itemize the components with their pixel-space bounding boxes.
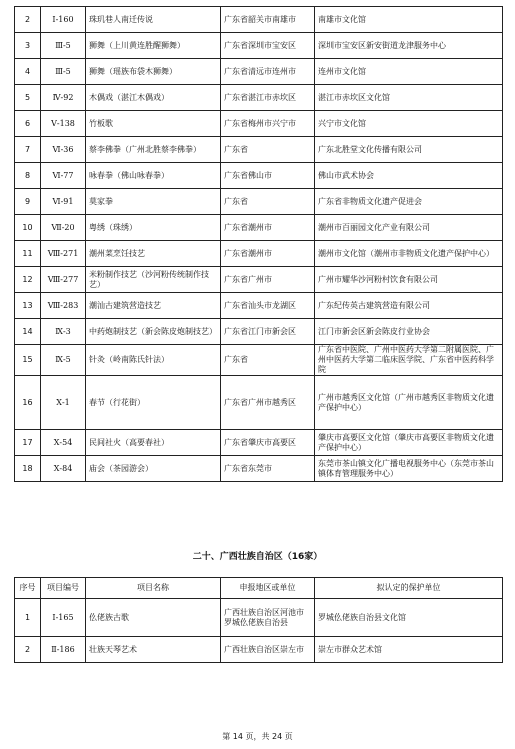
table-row	[15, 456, 503, 482]
cell-name: 壮族天琴艺术	[86, 637, 221, 663]
cell-unit: 连州市文化馆	[315, 59, 503, 85]
cell-region: 广东省韶关市南雄市	[221, 7, 315, 33]
cell-name: 民间社火（高要春社）	[86, 430, 221, 456]
cell-code: Ⅰ-160	[41, 7, 86, 33]
cell-no: 10	[15, 215, 41, 241]
cell-name: 潮汕古建筑营造技艺	[86, 293, 221, 319]
cell-region: 广东省	[221, 345, 315, 376]
cell-code: Ⅷ-277	[41, 267, 86, 293]
cell-region: 广东省清远市连州市	[221, 59, 315, 85]
section-title: 二十、广西壮族自治区（16家）	[192, 552, 323, 562]
table-row	[15, 319, 503, 345]
cell-unit: 罗城仫佬族自治县文化馆	[315, 599, 503, 637]
cell-unit: 广州市耀华沙河粉村饮食有限公司	[315, 267, 503, 293]
cell-code: Ⅵ-91	[41, 189, 86, 215]
table-row	[15, 85, 503, 111]
cell-region: 广东省潮州市	[221, 215, 315, 241]
cell-name: 庙会（茶园游会）	[86, 456, 221, 482]
cell-code: Ⅵ-77	[41, 163, 86, 189]
cell-no: 2	[15, 637, 41, 663]
cell-unit: 崇左市群众艺术馆	[315, 637, 503, 663]
cell-unit: 江门市新会区新会陈皮行业协会	[315, 319, 503, 345]
cell-name: 潮州菜烹饪技艺	[86, 241, 221, 267]
cell-no: 17	[15, 430, 41, 456]
cell-unit: 广州市越秀区文化馆（广州市越秀区非物质文化遗产保护中心）	[315, 376, 503, 430]
cell-no: 12	[15, 267, 41, 293]
cell-code: Ⅷ-271	[41, 241, 86, 267]
cell-no: 9	[15, 189, 41, 215]
cell-unit: 潮州市文化馆（潮州市非物质文化遗产保护中心）	[315, 241, 503, 267]
cell-unit: 佛山市武术协会	[315, 163, 503, 189]
table-row	[15, 637, 503, 663]
cell-region: 广东省广州市越秀区	[221, 376, 315, 430]
cell-unit: 东莞市茶山镇文化广播电视服务中心（东莞市茶山镇体育管理服务中心）	[315, 456, 503, 482]
cell-region: 广东省深圳市宝安区	[221, 33, 315, 59]
cell-no: 18	[15, 456, 41, 482]
cell-region: 广东省	[221, 189, 315, 215]
cell-region: 广东省	[221, 137, 315, 163]
cell-no: 13	[15, 293, 41, 319]
cell-no: 8	[15, 163, 41, 189]
table-row	[15, 599, 503, 637]
table-row	[15, 430, 503, 456]
cell-no: 2	[15, 7, 41, 33]
cell-name: 蔡李佛拳（广州北胜蔡李佛拳）	[86, 137, 221, 163]
cell-region: 广东省东莞市	[221, 456, 315, 482]
table-row	[15, 163, 503, 189]
cell-region: 广东省广州市	[221, 267, 315, 293]
cell-no: 16	[15, 376, 41, 430]
cell-unit: 南雄市文化馆	[315, 7, 503, 33]
cell-name: 珠玑巷人南迁传说	[86, 7, 221, 33]
cell-no: 1	[15, 599, 41, 637]
cell-region: 广东省湛江市赤坎区	[221, 85, 315, 111]
cell-name: 春节（行花街）	[86, 376, 221, 430]
cell-name: 狮舞（上川黄连胜醒狮舞）	[86, 33, 221, 59]
cell-code: Ⅸ-5	[41, 345, 86, 376]
cell-unit: 广东纪传英古建筑营造有限公司	[315, 293, 503, 319]
table-row	[15, 215, 503, 241]
cell-code: Ⅸ-3	[41, 319, 86, 345]
cell-no: 11	[15, 241, 41, 267]
cell-code: Ⅵ-36	[41, 137, 86, 163]
cell-name: 粤绣（珠绣）	[86, 215, 221, 241]
cell-unit: 肇庆市高要区文化馆（肇庆市高要区非物质文化遗产保护中心）	[315, 430, 503, 456]
cell-no: 15	[15, 345, 41, 376]
table-row	[15, 7, 503, 33]
cell-code: Ⅰ-165	[41, 599, 86, 637]
cell-region: 广西壮族自治区崇左市	[221, 637, 315, 663]
table-row	[15, 33, 503, 59]
table-row	[15, 345, 503, 376]
cell-unit: 兴宁市文化馆	[315, 111, 503, 137]
cell-code: Ⅹ-84	[41, 456, 86, 482]
cell-code: Ⅱ-186	[41, 637, 86, 663]
heritage-table-guangdong	[14, 6, 503, 482]
cell-no: 3	[15, 33, 41, 59]
cell-name: 木偶戏（湛江木偶戏）	[86, 85, 221, 111]
cell-code: Ⅳ-92	[41, 85, 86, 111]
cell-code: Ⅹ-1	[41, 376, 86, 430]
cell-name: 竹板歌	[86, 111, 221, 137]
header-no: 序号	[15, 578, 41, 599]
cell-code: Ⅴ-138	[41, 111, 86, 137]
cell-name: 针灸（岭南陈氏针法）	[86, 345, 221, 376]
table-row	[15, 111, 503, 137]
cell-unit: 潮州市百丽园文化产业有限公司	[315, 215, 503, 241]
cell-unit: 广东省中医院、广州中医药大学第二附属医院、广州中医药大学第二临床医学院、广东省中医药科学院	[315, 345, 503, 376]
cell-region: 广东省江门市新会区	[221, 319, 315, 345]
cell-code: Ⅲ-5	[41, 59, 86, 85]
table-row	[15, 293, 503, 319]
page-footer: 第 14 页，共 24 页	[222, 732, 293, 741]
cell-no: 6	[15, 111, 41, 137]
cell-code: Ⅲ-5	[41, 33, 86, 59]
cell-no: 4	[15, 59, 41, 85]
table-row	[15, 376, 503, 430]
cell-name: 狮舞（瑶族布袋木狮舞）	[86, 59, 221, 85]
cell-no: 7	[15, 137, 41, 163]
table-row	[15, 267, 503, 293]
table-row	[15, 137, 503, 163]
table-row	[15, 241, 503, 267]
cell-region: 广东省汕头市龙湖区	[221, 293, 315, 319]
cell-region: 广东省肇庆市高要区	[221, 430, 315, 456]
table-row	[15, 59, 503, 85]
cell-no: 14	[15, 319, 41, 345]
cell-region: 广西壮族自治区河池市罗城仫佬族自治县	[221, 599, 315, 637]
header-code: 项目编号	[41, 578, 86, 599]
cell-no: 5	[15, 85, 41, 111]
cell-region: 广东省潮州市	[221, 241, 315, 267]
cell-name: 莫家拳	[86, 189, 221, 215]
cell-unit: 湛江市赤坎区文化馆	[315, 85, 503, 111]
cell-unit: 广东省非物质文化遗产促进会	[315, 189, 503, 215]
cell-code: Ⅶ-20	[41, 215, 86, 241]
cell-unit: 深圳市宝安区新安街道龙津服务中心	[315, 33, 503, 59]
cell-name: 咏春拳（佛山咏春拳）	[86, 163, 221, 189]
cell-name: 仫佬族古歌	[86, 599, 221, 637]
cell-code: Ⅹ-54	[41, 430, 86, 456]
cell-name: 米粉制作技艺（沙河粉传统制作技艺）	[86, 267, 221, 293]
cell-unit: 广东北胜堂文化传播有限公司	[315, 137, 503, 163]
header-unit: 拟认定的保护单位	[315, 578, 503, 599]
table-header-row	[15, 578, 503, 599]
cell-code: Ⅷ-283	[41, 293, 86, 319]
header-name: 项目名称	[86, 578, 221, 599]
cell-name: 中药炮制技艺（新会陈皮炮制技艺）	[86, 319, 221, 345]
cell-region: 广东省梅州市兴宁市	[221, 111, 315, 137]
cell-region: 广东省佛山市	[221, 163, 315, 189]
heritage-table-guangxi	[14, 577, 503, 663]
header-region: 申报地区或单位	[221, 578, 315, 599]
table-row	[15, 189, 503, 215]
